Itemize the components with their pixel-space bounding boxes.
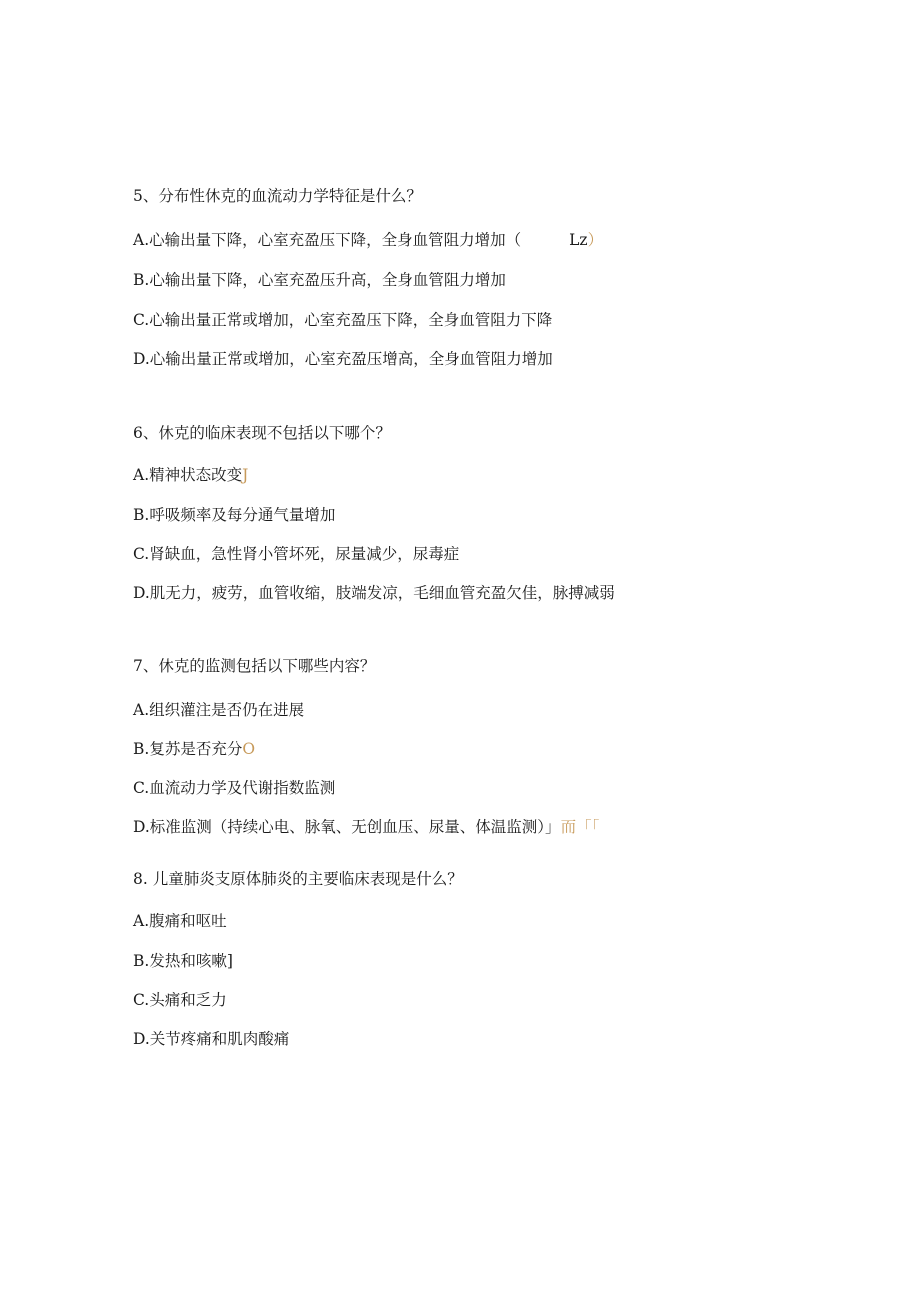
question-8-option-a[interactable]: A.腹痛和呕吐 <box>133 912 227 930</box>
question-7-title: 7、休克的监测包括以下哪些内容？ <box>133 657 376 675</box>
option-text: A.精神状态改变 <box>133 466 243 484</box>
question-5-option-c[interactable]: C.心输出量正常或增加，心室充盈压下降，全身血管阻力下降 <box>133 311 553 329</box>
question-8-option-c[interactable]: C.头痛和乏力 <box>133 991 227 1009</box>
question-6-option-c[interactable]: C.肾缺血，急性肾小管坏死，尿量减少，尿毒症 <box>133 545 460 563</box>
question-5-option-d[interactable]: D.心输出量正常或增加，心室充盈压增高，全身血管阻力增加 <box>133 350 553 368</box>
question-7-option-d[interactable] <box>133 817 599 837</box>
question-5-option-a[interactable] <box>133 230 603 250</box>
question-7-option-b[interactable] <box>133 739 255 759</box>
option-text: B.复苏是否充分 <box>133 740 243 758</box>
answer-mark: 而「「 <box>560 818 600 836</box>
option-tail: Lz <box>569 231 588 249</box>
question-5-title: 5、分布性休克的血流动力学特征是什么？ <box>133 187 422 205</box>
question-5-option-b[interactable]: B.心输出量下降，心室充盈压升高，全身血管阻力增加 <box>133 271 506 289</box>
question-6-title: 6、休克的临床表现不包括以下哪个？ <box>133 424 391 442</box>
option-text: A.心输出量下降，心室充盈压下降，全身血管阻力增加（ <box>133 231 522 249</box>
question-8-title: 8. 儿童肺炎支原体肺炎的主要临床表现是什么？ <box>133 870 463 888</box>
option-text: D.标准监测（持续心电、脉氧、无创血压、尿量、体温监测）」 <box>133 818 561 836</box>
answer-mark: J <box>242 466 249 484</box>
question-8-option-d[interactable]: D.关节疼痛和肌肉酸痛 <box>133 1030 290 1048</box>
question-6-option-a[interactable] <box>133 465 248 485</box>
question-7-option-a[interactable]: A.组织灌注是否仍在进展 <box>133 701 305 719</box>
answer-mark: O <box>242 740 256 758</box>
question-8-option-b[interactable]: B.发热和咳嗽] <box>133 952 233 970</box>
question-6-option-b[interactable]: B.呼吸频率及每分通气量增加 <box>133 506 336 524</box>
question-6-option-d[interactable]: D.肌无力，疲劳，血管收缩，肢端发凉，毛细血管充盈欠佳，脉搏减弱 <box>133 584 615 602</box>
answer-mark: ） <box>587 231 604 249</box>
question-7-option-c[interactable]: C.血流动力学及代谢指数监测 <box>133 779 336 797</box>
